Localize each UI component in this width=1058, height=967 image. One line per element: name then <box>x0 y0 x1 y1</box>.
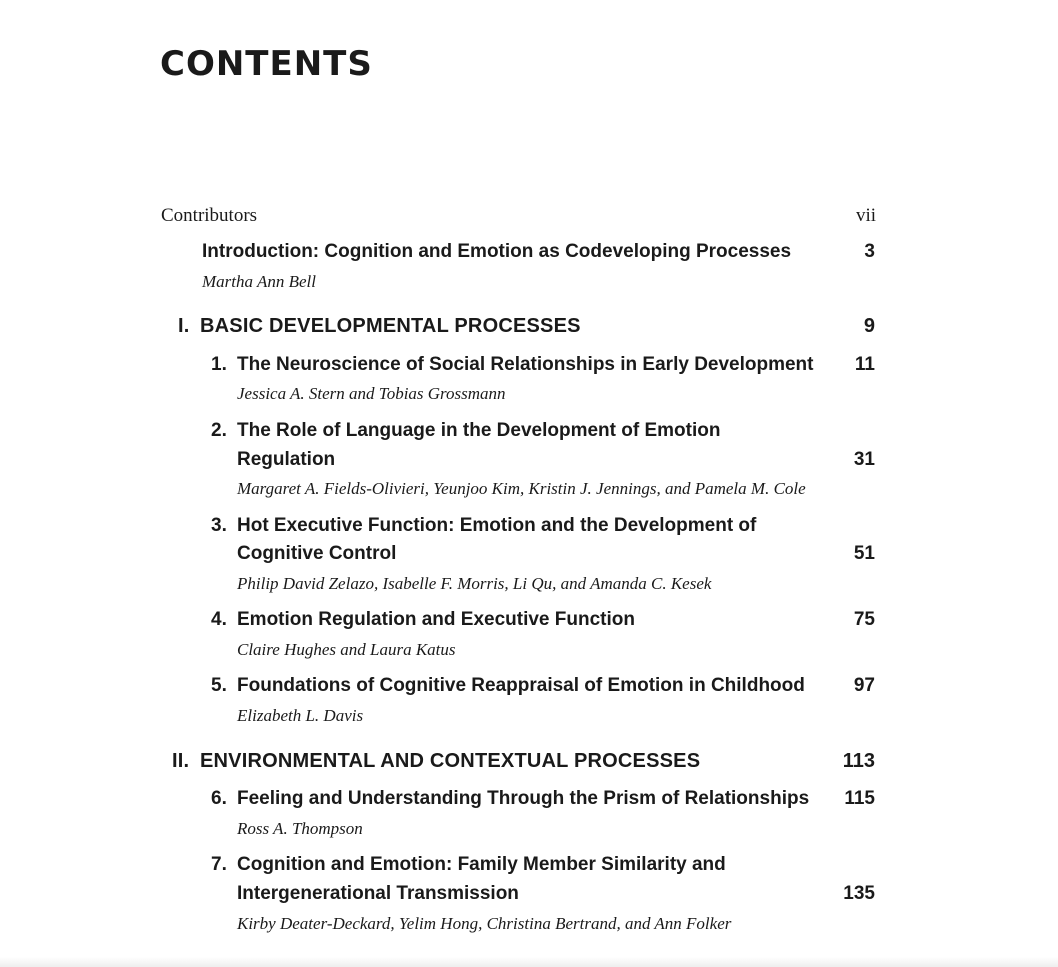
chapter-title: Feeling and Understanding Through the Prism of Relationships <box>237 788 810 809</box>
chapter-page: 31 <box>853 449 875 470</box>
chapter-title-line2: Cognitive Control <box>237 543 397 564</box>
chapter-number: 4. <box>211 609 227 630</box>
chapter-number: 3. <box>211 515 227 536</box>
page-title: CONTENTS <box>160 44 373 84</box>
chapter-authors: Philip David Zelazo, Isabelle F. Morris, Li Qu, and Amanda C. Kesek <box>237 574 712 593</box>
part-page: 9 <box>863 315 875 337</box>
chapter-authors: Jessica A. Stern and Tobias Grossmann <box>237 384 506 403</box>
chapter-title-line2: Intergenerational Transmission <box>237 883 519 904</box>
chapter-authors: Kirby Deater-Deckard, Yelim Hong, Christina Bertrand, and Ann Folker <box>237 914 732 933</box>
chapter-title: The Neuroscience of Social Relationships in Early Development <box>237 354 814 375</box>
chapter-authors: Ross A. Thompson <box>237 819 363 838</box>
part-title: BASIC DEVELOPMENTAL PROCESSES <box>200 315 581 337</box>
part-numeral: I. <box>178 315 190 337</box>
contributors-label: Contributors <box>161 205 258 226</box>
chapter-title-line1: Cognition and Emotion: Family Member Similarity and <box>237 854 726 875</box>
introduction-page: 3 <box>864 241 875 262</box>
chapter-authors: Claire Hughes and Laura Katus <box>237 640 456 659</box>
part-page: 113 <box>842 750 875 772</box>
chapter-title: Foundations of Cognitive Reappraisal of Emotion in Childhood <box>237 675 805 696</box>
contributors-page: vii <box>855 205 876 226</box>
chapter-title: Emotion Regulation and Executive Function <box>237 609 635 630</box>
chapter-page: 115 <box>844 788 875 809</box>
chapter-number: 5. <box>211 675 227 696</box>
part-numeral: II. <box>172 750 190 772</box>
chapter-authors: Margaret A. Fields-Olivieri, Yeunjoo Kim, Kristin J. Jennings, and Pamela M. Cole <box>237 479 806 498</box>
chapter-title-line1: Hot Executive Function: Emotion and the Development of <box>237 515 757 536</box>
chapter-number: 2. <box>211 420 227 441</box>
introduction-title: Introduction: Cognition and Emotion as Codeveloping Processes <box>202 241 792 262</box>
chapter-page: 51 <box>853 543 875 564</box>
chapter-number: 6. <box>211 788 227 809</box>
chapter-title-line1: The Role of Language in the Development of Emotion <box>237 420 721 441</box>
chapter-page: 97 <box>853 675 875 696</box>
chapter-title-line2: Regulation <box>237 449 336 470</box>
chapter-number: 7. <box>211 854 227 875</box>
page-bottom-shadow <box>0 957 1058 967</box>
introduction-authors: Martha Ann Bell <box>202 272 316 291</box>
chapter-page: 135 <box>843 883 875 904</box>
chapter-authors: Elizabeth L. Davis <box>237 706 364 725</box>
chapter-number: 1. <box>211 354 227 375</box>
chapter-page: 11 <box>854 354 875 375</box>
chapter-page: 75 <box>853 609 875 630</box>
part-title: ENVIRONMENTAL AND CONTEXTUAL PROCESSES <box>200 750 701 772</box>
